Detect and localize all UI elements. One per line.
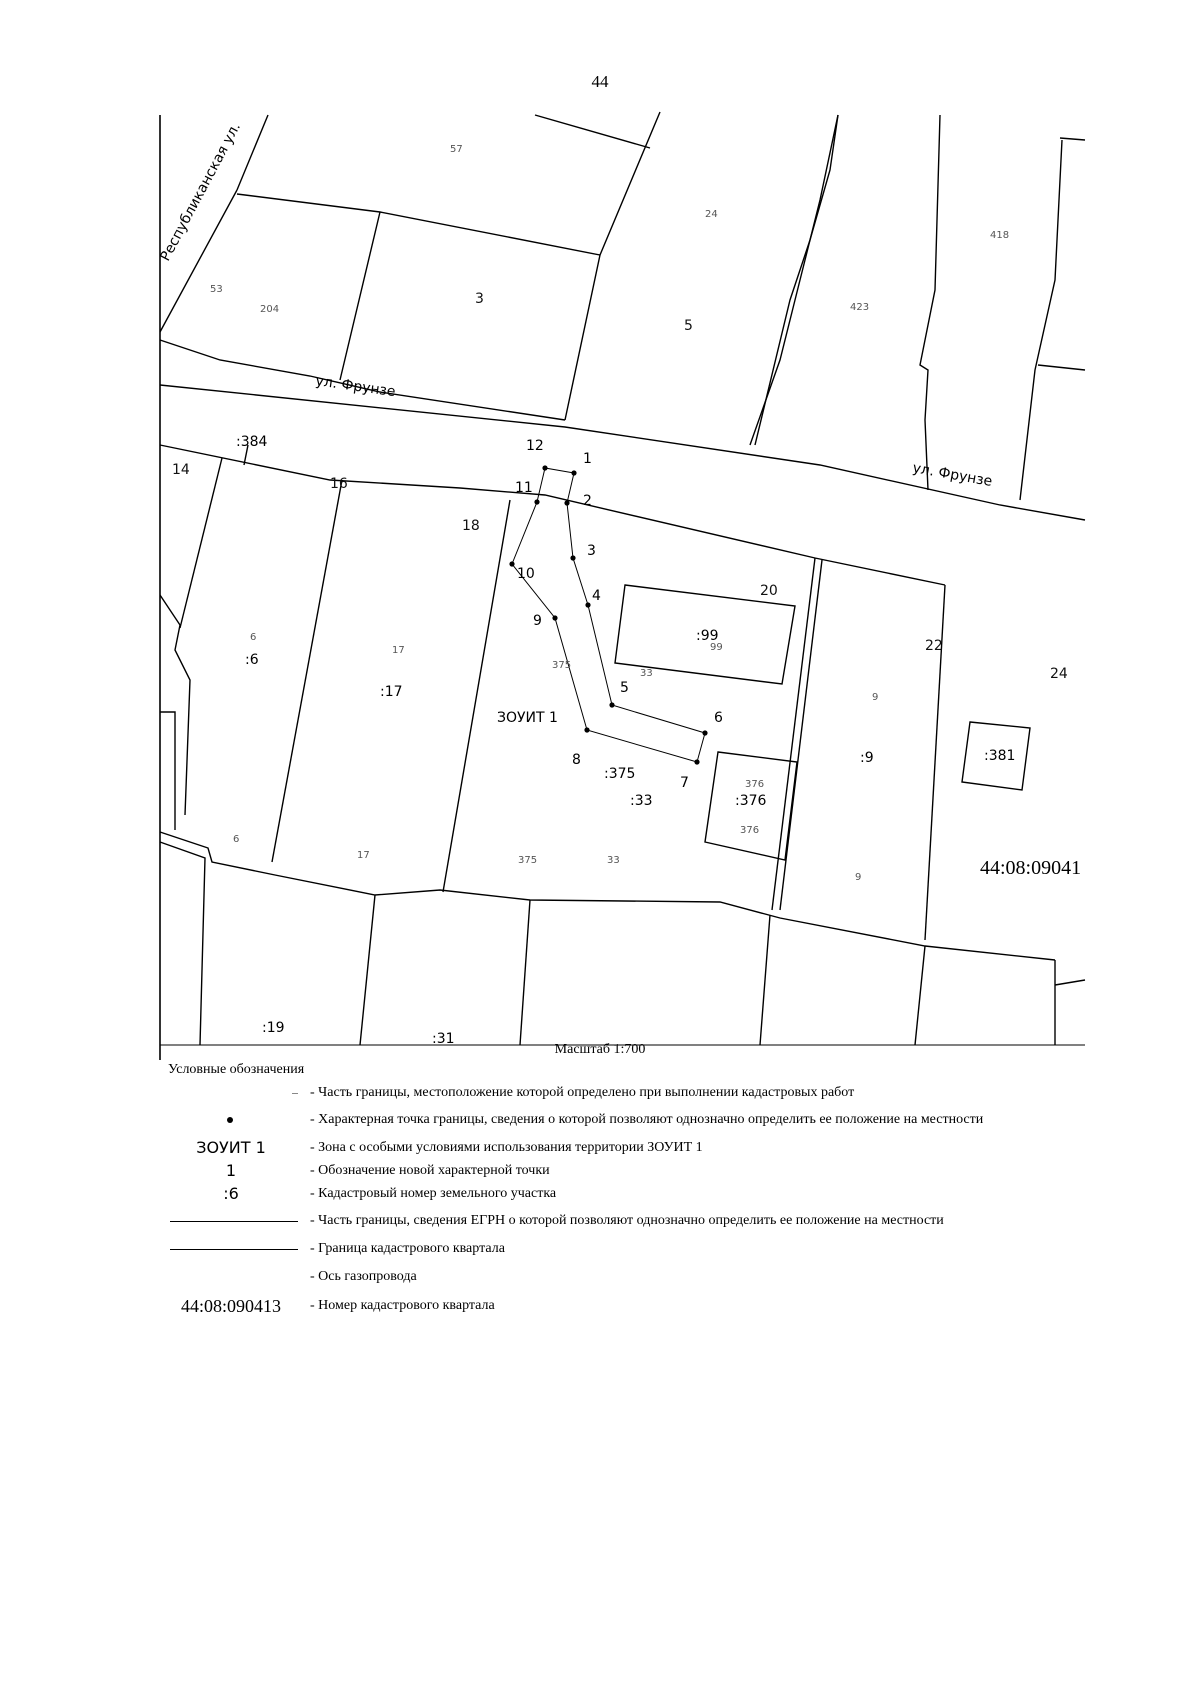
parcel-number: 17	[357, 850, 370, 861]
parcel-number: 24	[705, 209, 718, 220]
parcel-number: 204	[260, 304, 280, 315]
scale-label: Масштаб 1:700	[554, 1042, 646, 1057]
legend-item	[160, 1295, 1120, 1317]
point-number: 9	[533, 613, 542, 629]
legend-symbol-zone: ЗОУИТ 1	[196, 1138, 266, 1157]
legend-text: - Ось газопровода	[310, 1269, 417, 1284]
zone-label: ЗОУИТ 1	[497, 710, 558, 726]
legend-item	[160, 1183, 1120, 1205]
parcel-number: 6	[250, 632, 257, 643]
dot-icon	[227, 1117, 233, 1123]
cadastral-label: :375	[604, 766, 636, 782]
point-number: 3	[587, 543, 596, 559]
cadastral-label: :99	[696, 628, 719, 644]
point-number: 4	[592, 588, 601, 604]
point-number: 6	[714, 710, 723, 726]
legend-text: - Часть границы, местоположение которой определено при выполнении кадастровых работ	[310, 1085, 855, 1100]
street-label-respublikanskaya: Республиканская ул.	[157, 120, 244, 264]
cadastral-label: :17	[380, 684, 403, 700]
cadastral-label: :384	[236, 434, 268, 450]
legend-text: - Часть границы, сведения ЕГРН о которой позволяют однозначно определить ее положение на местности	[310, 1213, 944, 1228]
point-number: 8	[572, 752, 581, 768]
point-number: 10	[517, 566, 535, 582]
point-number: 12	[526, 438, 544, 454]
parcel-number: 423	[850, 302, 870, 313]
parcel-number: 375	[552, 660, 572, 671]
page-number: 44	[591, 72, 609, 91]
parcel-number: 14	[172, 462, 190, 478]
legend-symbol-quarter-boundary	[160, 1238, 302, 1260]
legend-symbol-egrn-boundary	[160, 1210, 302, 1232]
legend-symbol-new-boundary	[160, 1082, 302, 1104]
cadastral-label: :9	[860, 750, 874, 766]
quarter-number: 44:08:09041	[980, 857, 1082, 879]
point-number: 11	[515, 480, 533, 496]
legend-item	[160, 1109, 1120, 1131]
cadastral-label: :376	[735, 793, 767, 809]
parcel-number: 5	[684, 318, 693, 334]
cadastral-label: :381	[984, 748, 1016, 764]
legend-symbol-cadastral-number: :6	[223, 1184, 239, 1203]
parcel-number: 20	[760, 583, 778, 599]
parcel-number: 99	[710, 642, 723, 653]
parcel-number: 53	[210, 284, 223, 295]
cadastral-label: :19	[262, 1020, 285, 1036]
legend-symbol-point-number: 1	[225, 1161, 237, 1180]
legend-item	[160, 1238, 1120, 1260]
point-number: 5	[620, 680, 629, 696]
parcel-number: 22	[925, 638, 943, 654]
point-number: 7	[680, 775, 689, 791]
legend-item	[160, 1160, 1120, 1182]
legend-item	[160, 1137, 1120, 1159]
parcel-number: 33	[607, 855, 620, 866]
cadastral-label: :31	[432, 1031, 455, 1047]
parcel-number: 33	[640, 668, 653, 679]
street-label-frunze: ул. Фрунзе	[314, 373, 397, 401]
legend-symbol-gas-pipeline	[160, 1266, 302, 1288]
street-label-frunze: ул. Фрунзе	[911, 460, 994, 490]
parcel-number: 376	[745, 779, 765, 790]
parcel-number: 17	[392, 645, 405, 656]
legend-text: - Зона с особыми условиями использования территории ЗОУИТ 1	[310, 1140, 703, 1155]
parcel-number: 24	[1050, 666, 1068, 682]
legend-text: - Граница кадастрового квартала	[310, 1241, 505, 1256]
parcel-number: 9	[855, 872, 862, 883]
legend-item	[160, 1266, 1120, 1288]
parcel-number: 57	[450, 144, 463, 155]
legend-symbol-point	[160, 1109, 302, 1131]
legend-item	[160, 1082, 1120, 1104]
legend-text: - Кадастровый номер земельного участка	[310, 1186, 557, 1201]
cadastral-label: :33	[630, 793, 653, 809]
legend-symbol-quarter-number: 44:08:090413	[180, 1296, 281, 1316]
parcel-number: 16	[330, 476, 348, 492]
legend-text: - Обозначение новой характерной точки	[310, 1163, 550, 1178]
point-number: 1	[583, 451, 592, 467]
parcel-number: 376	[740, 825, 760, 836]
cadastral-label: :6	[245, 652, 259, 668]
parcel-boundaries	[160, 112, 1085, 1060]
legend-text: - Номер кадастрового квартала	[310, 1298, 495, 1313]
point-number: 2	[583, 493, 592, 509]
legend-item	[160, 1210, 1120, 1232]
parcel-number: 18	[462, 518, 480, 534]
parcel-number: 418	[990, 230, 1010, 241]
parcel-number: 6	[233, 834, 240, 845]
legend-title: Условные обозначения	[168, 1062, 305, 1077]
parcel-number: 3	[475, 291, 484, 307]
parcel-number: 9	[872, 692, 879, 703]
parcel-number: 375	[518, 855, 538, 866]
legend-text: - Характерная точка границы, сведения о которой позволяют однозначно определить ее положение на местности	[310, 1112, 984, 1127]
